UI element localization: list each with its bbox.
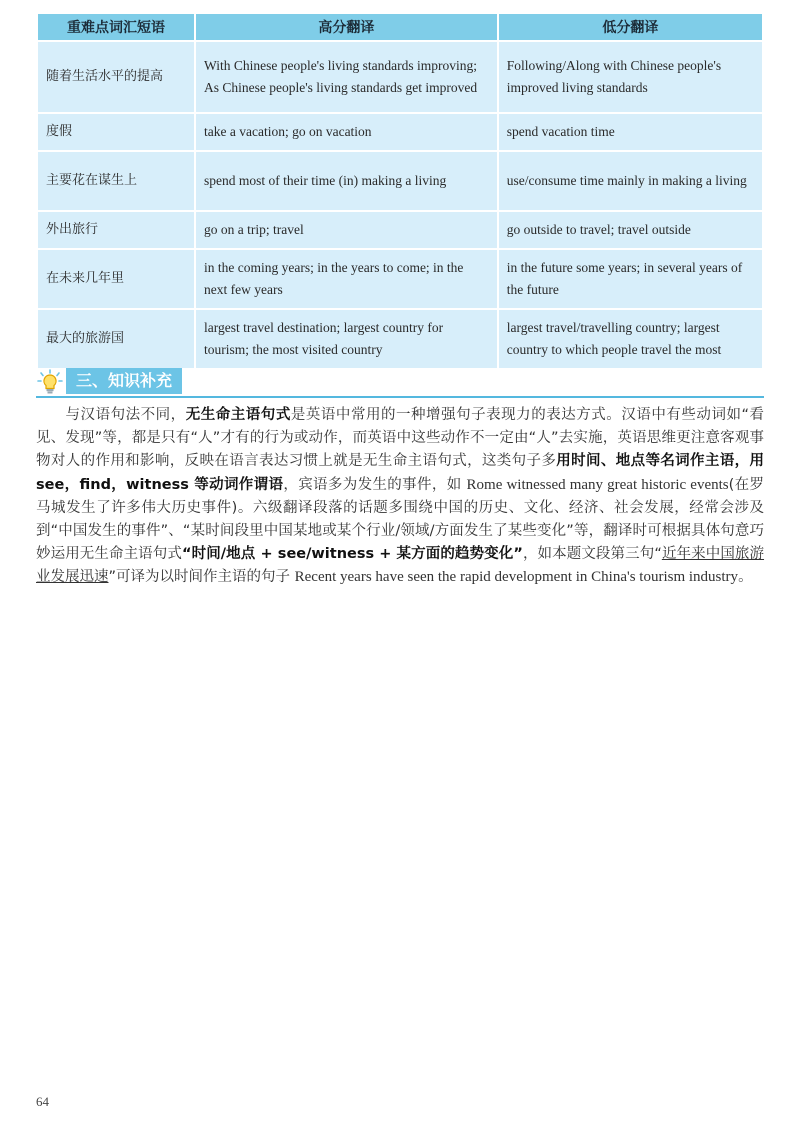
para-text: ，宾语多为发生的事件，如 [283, 476, 467, 493]
table-row [38, 152, 762, 210]
knowledge-paragraph [36, 404, 764, 590]
header-term: 重难点词汇短语 [38, 14, 194, 40]
high-score-cell: take a vacation; go on vacation [196, 114, 497, 150]
table-row [38, 212, 762, 248]
header-high-score: 高分翻译 [196, 14, 497, 40]
lightbulb-icon [36, 369, 64, 395]
para-underlined: 近年来中国旅游业发展迅速 [36, 546, 765, 586]
para-text: 与汉语句法不同， [65, 407, 186, 423]
para-bold: 用时间、地点等名词作主语，用 see，find，witness 等动词作谓语 [36, 453, 765, 493]
para-bold: “时间/地点 + see/witness + 某方面的趋势变化” [181, 546, 523, 563]
low-score-cell: in the future some years; in several years of the future [499, 250, 762, 308]
table-row [38, 42, 762, 112]
term-cell: 随着生活水平的提高 [38, 42, 194, 112]
table-row [38, 250, 762, 308]
para-english: Recent years have seen the rapid development in China's tourism industry [294, 569, 739, 586]
table-header-row [38, 14, 762, 40]
para-text: ”可译为以时间作主语的句子 [108, 569, 295, 586]
low-score-cell: use/consume time mainly in making a living [499, 152, 762, 210]
low-score-cell: Following/Along with Chinese people's improved living standards [499, 42, 762, 112]
term-cell: 在未来几年里 [38, 250, 194, 308]
low-score-cell: spend vacation time [499, 114, 762, 150]
para-text: 是英语中常用的一种增强句子表现力的表达方式。汉语中有些动词如“看见、发现”等，都是只有“人”才有的行为或动作，而英语中这些动作不一定由“人”去实施，英语思维更注意客观事物对人的作用和影响，反映在语言表达习惯上就是无生命主语句式，这类句子多 [36, 407, 765, 470]
para-text: ，如本题文段第三句“ [522, 546, 662, 563]
term-cell: 主要花在谋生上 [38, 152, 194, 210]
low-score-cell: go outside to travel; travel outside [499, 212, 762, 248]
page-number: 64 [36, 1094, 49, 1109]
term-cell: 最大的旅游国 [38, 310, 194, 368]
low-score-cell: largest travel/travelling country; largest country to which people travel the most [499, 310, 762, 368]
para-english: Rome witnessed many great historic events [466, 476, 729, 493]
table-row [38, 310, 762, 368]
high-score-cell: in the coming years; in the years to come; in the next few years [196, 250, 497, 308]
translation-table [36, 12, 764, 370]
term-cell: 外出旅行 [38, 212, 194, 248]
section-title: 三、知识补充 [66, 368, 182, 394]
section-header [36, 368, 764, 398]
term-cell: 度假 [38, 114, 194, 150]
table-row [38, 114, 762, 150]
high-score-cell: spend most of their time (in) making a living [196, 152, 497, 210]
high-score-cell: With Chinese people's living standards improving; As Chinese people's living standards get improved [196, 42, 497, 112]
para-bold: 无生命主语句式 [185, 407, 291, 423]
para-text: 。 [738, 569, 753, 586]
high-score-cell: largest travel destination; largest country for tourism; the most visited country [196, 310, 497, 368]
high-score-cell: go on a trip; travel [196, 212, 497, 248]
para-text: (在罗马城发生了许多伟大历史事件)。六级翻译段落的话题多围绕中国的历史、文化、经济、社会发展，经常会涉及到“中国发生的事件”、“某时间段里中国某地或某个行业/领域/方面发生了某些变化”等，翻译时可根据具体句意巧妙运用无生命主语句式 [36, 476, 764, 563]
header-low-score: 低分翻译 [499, 14, 762, 40]
